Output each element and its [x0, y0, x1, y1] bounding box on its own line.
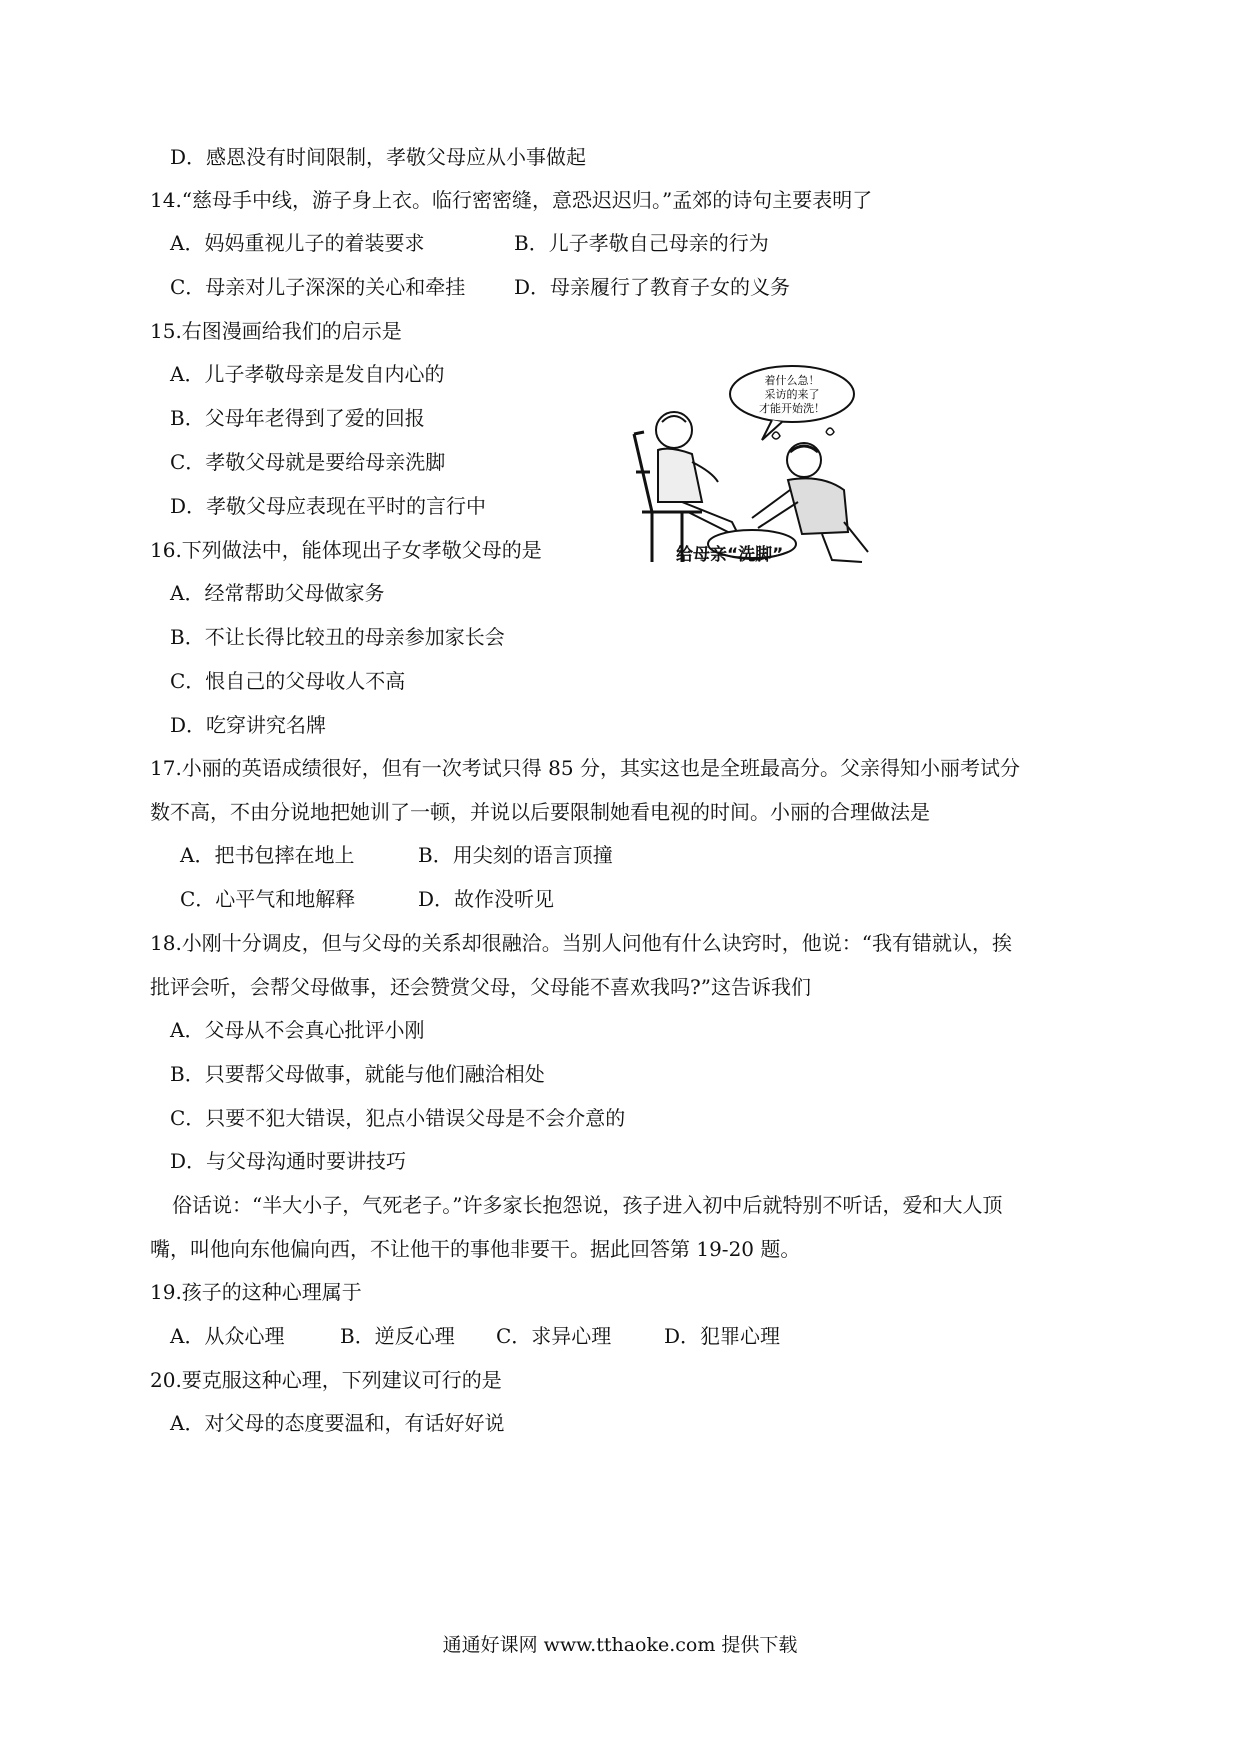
q18-option-d: D．与父母沟通时要讲技巧	[170, 1149, 407, 1173]
q16-option-a: A．经常帮助父母做家务	[170, 581, 385, 605]
q17-stem-line-1: 17.小丽的英语成绩很好，但有一次考试只得 85 分，其实这也是全班最高分。父亲得知小丽考试分	[150, 756, 1020, 780]
q19-option-c: C．求异心理	[496, 1324, 612, 1348]
q16-option-d: D．吃穿讲究名牌	[170, 713, 327, 737]
q14-option-b: B．儿子孝敬自己母亲的行为	[514, 231, 769, 255]
q20-stem: 20.要克服这种心理，下列建议可行的是	[150, 1368, 502, 1392]
q16-option-b: B．不让长得比较丑的母亲参加家长会	[170, 625, 505, 649]
cartoon-bubble-line-3: 才能开始洗！	[759, 402, 825, 415]
q18-option-a: A．父母从不会真心批评小刚	[170, 1018, 425, 1042]
page-footer: 通通好课网 www.tthaoke.com 提供下载	[442, 1634, 798, 1656]
q13-option-d: D．感恩没有时间限制，孝敬父母应从小事做起	[170, 145, 587, 169]
q18-stem-line-2: 批评会听，会帮父母做事，还会赞赏父母，父母能不喜欢我吗?”这告诉我们	[150, 975, 811, 999]
q15-option-a: A．儿子孝敬母亲是发自内心的	[170, 362, 445, 386]
q14-option-c: C．母亲对儿子深深的关心和牵挂	[170, 275, 466, 299]
q17-option-d: D．故作没听见	[418, 887, 555, 911]
q17-option-a: A．把书包摔在地上	[180, 843, 355, 867]
q15-stem: 15.右图漫画给我们的启示是	[150, 319, 402, 343]
q14-stem: 14.“慈母手中线，游子身上衣。临行密密缝，意恐迟迟归。”孟郊的诗句主要表明了	[150, 188, 873, 212]
q17-option-c: C．心平气和地解释	[180, 887, 356, 911]
q19-option-b: B．逆反心理	[340, 1324, 455, 1348]
q16-stem: 16.下列做法中，能体现出子女孝敬父母的是	[150, 538, 542, 562]
q14-option-d: D．母亲履行了教育子女的义务	[514, 275, 791, 299]
q18-option-c: C．只要不犯大错误，犯点小错误父母是不会介意的	[170, 1106, 626, 1130]
q18-option-b: B．只要帮父母做事，就能与他们融洽相处	[170, 1062, 545, 1086]
q16-option-c: C．恨自己的父母收人不高	[170, 669, 406, 693]
q20-option-a: A．对父母的态度要温和，有话好好说	[170, 1411, 505, 1435]
cartoon-bubble-line-1: 着什么急！	[764, 374, 820, 387]
q18-stem-line-1: 18.小刚十分调皮，但与父母的关系却很融洽。当别人问他有什么诀窍时，他说：“我有错就认，挨	[150, 931, 1013, 955]
q19-option-a: A．从众心理	[170, 1324, 285, 1348]
cartoon-bubble-line-2: 采访的来了	[764, 388, 820, 401]
passage-line-2: 嘴，叫他向东他偏向西，不让他干的事他非要干。据此回答第 19-20 题。	[150, 1237, 801, 1261]
q19-stem: 19.孩子的这种心理属于	[150, 1280, 362, 1304]
q17-stem-line-2: 数不高，不由分说地把她训了一顿，并说以后要限制她看电视的时间。小丽的合理做法是	[150, 800, 930, 824]
q17-option-b: B．用尖刻的语言顶撞	[418, 843, 613, 867]
q14-option-a: A．妈妈重视儿子的着装要求	[170, 231, 425, 255]
cartoon-caption: 给母亲“洗脚”	[676, 545, 784, 565]
q15-option-d: D．孝敬父母应表现在平时的言行中	[170, 494, 487, 518]
q15-option-b: B．父母年老得到了爱的回报	[170, 406, 425, 430]
q15-option-c: C．孝敬父母就是要给母亲洗脚	[170, 450, 446, 474]
passage-line-1: 俗话说：“半大小子，气死老子。”许多家长抱怨说，孩子进入初中后就特别不听话，爱和大人顶	[172, 1193, 1003, 1217]
q19-option-d: D．犯罪心理	[664, 1324, 781, 1348]
